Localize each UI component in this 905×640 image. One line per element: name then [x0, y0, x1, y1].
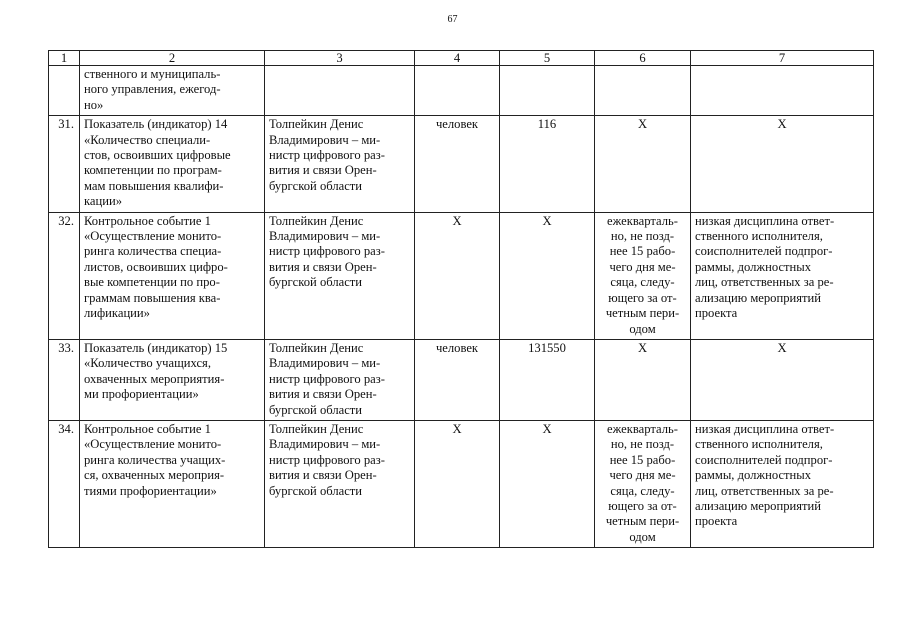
column-header: 5	[500, 51, 595, 66]
risk-cell: Х	[691, 339, 874, 420]
table-row	[49, 339, 874, 420]
indicator-cell: Показатель (индикатор) 15 «Количество учащихся, охваченных мероприятия- ми профориентации»	[80, 339, 265, 420]
risk-cell	[691, 66, 874, 116]
unit-cell: Х	[415, 212, 500, 339]
unit-cell: Х	[415, 420, 500, 547]
value-cell: Х	[500, 420, 595, 547]
indicator-cell: Показатель (индикатор) 14 «Количество специали- стов, освоивших цифровые компетенции по програм- мам повышения квалифи- кации»	[80, 116, 265, 212]
deadline-cell: Х	[595, 339, 691, 420]
value-cell	[500, 66, 595, 116]
row-number: 33.	[49, 339, 80, 420]
unit-cell: человек	[415, 116, 500, 212]
row-number: 32.	[49, 212, 80, 339]
column-header: 6	[595, 51, 691, 66]
risk-cell: низкая дисциплина ответ- ственного исполнителя, соисполнителей подпрог- раммы, должностных лиц, ответственных за ре- ализацию мероприятий проекта	[691, 212, 874, 339]
unit-cell	[415, 66, 500, 116]
deadline-cell: Х	[595, 116, 691, 212]
column-header: 7	[691, 51, 874, 66]
responsible-cell	[265, 66, 415, 116]
responsible-cell: Толпейкин Денис Владимирович – ми- нистр цифрового раз- вития и связи Орен- бургской области	[265, 212, 415, 339]
data-table	[48, 50, 874, 548]
column-header: 4	[415, 51, 500, 66]
column-header: 2	[80, 51, 265, 66]
table-row	[49, 116, 874, 212]
row-number: 31.	[49, 116, 80, 212]
value-cell: 131550	[500, 339, 595, 420]
header-row	[49, 51, 874, 66]
responsible-cell: Толпейкин Денис Владимирович – ми- нистр цифрового раз- вития и связи Орен- бургской области	[265, 420, 415, 547]
responsible-cell: Толпейкин Денис Владимирович – ми- нистр цифрового раз- вития и связи Орен- бургской области	[265, 116, 415, 212]
table-row	[49, 420, 874, 547]
risk-cell: низкая дисциплина ответ- ственного исполнителя, соисполнителей подпрог- раммы, должностных лиц, ответственных за ре- ализацию мероприятий проекта	[691, 420, 874, 547]
value-cell: 116	[500, 116, 595, 212]
deadline-cell: ежекварталь- но, не позд- нее 15 рабо- чего дня ме- сяца, следу- ющего за от- четным пери- одом	[595, 212, 691, 339]
risk-cell: Х	[691, 116, 874, 212]
value-cell: Х	[500, 212, 595, 339]
indicator-cell: Контрольное событие 1 «Осуществление монито- ринга количества учащих- ся, охваченных мероприя- тиями профориентации»	[80, 420, 265, 547]
deadline-cell	[595, 66, 691, 116]
page-number: 67	[447, 14, 458, 25]
table-row	[49, 66, 874, 116]
row-number: 34.	[49, 420, 80, 547]
row-number	[49, 66, 80, 116]
indicator-cell: ственного и муниципаль- ного управления, ежегод- но»	[80, 66, 265, 116]
table-row	[49, 212, 874, 339]
column-header: 1	[49, 51, 80, 66]
unit-cell: человек	[415, 339, 500, 420]
column-header: 3	[265, 51, 415, 66]
deadline-cell: ежекварталь- но, не позд- нее 15 рабо- чего дня ме- сяца, следу- ющего за от- четным пери- одом	[595, 420, 691, 547]
responsible-cell: Толпейкин Денис Владимирович – ми- нистр цифрового раз- вития и связи Орен- бургской области	[265, 339, 415, 420]
indicator-cell: Контрольное событие 1 «Осуществление монито- ринга количества специа- листов, освоивших цифро- вые компетенции по про- граммам повышения ква- лификации»	[80, 212, 265, 339]
